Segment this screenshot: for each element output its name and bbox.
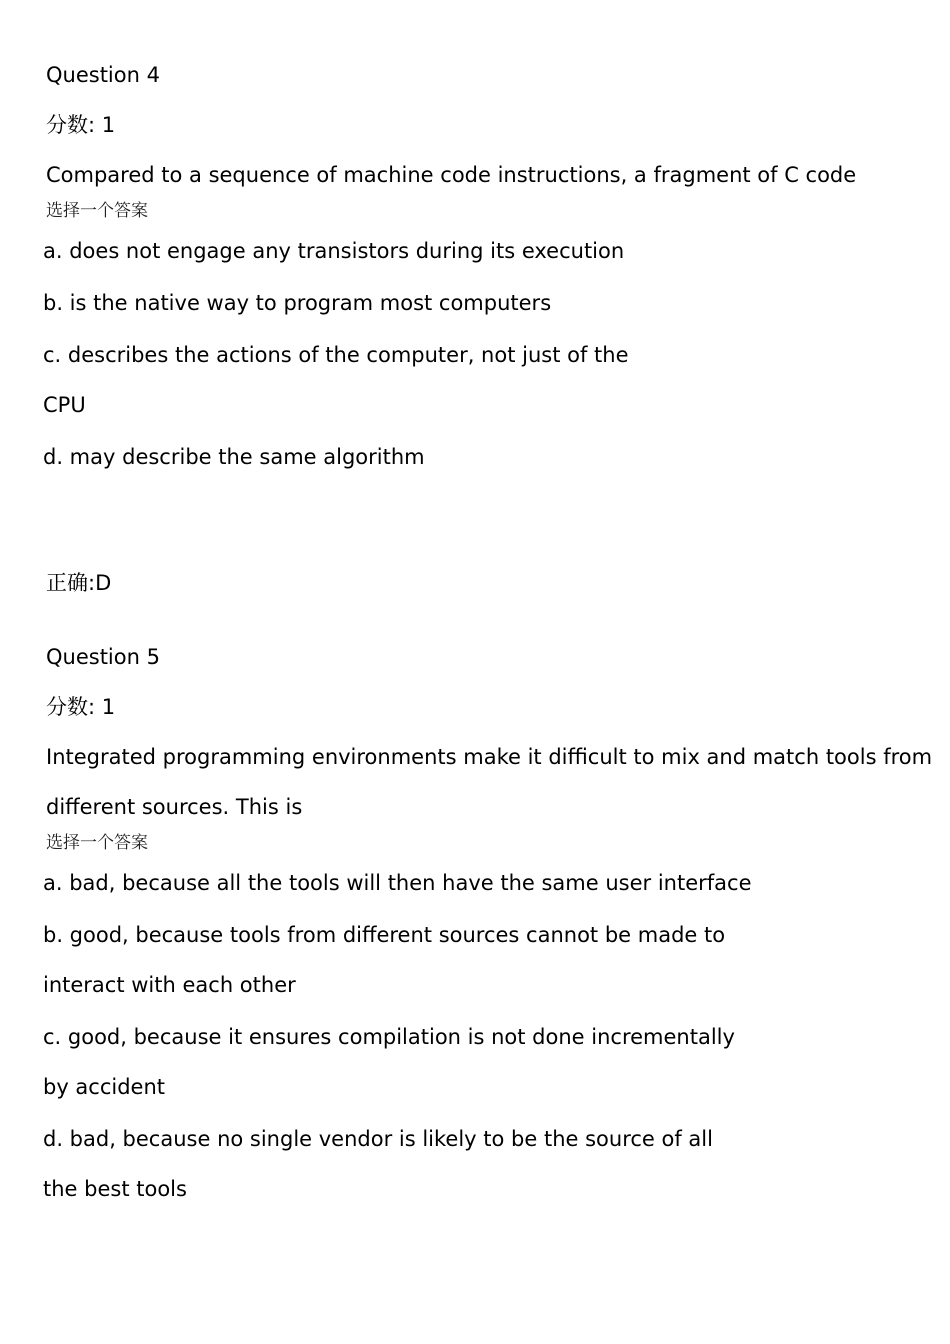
- question-4-prompt: Compared to a sequence of machine code instructions, a fragment of C code: [46, 163, 857, 187]
- question-4-option-b[interactable]: b. is the native way to program most computers: [43, 291, 552, 315]
- question-5-option-c-cont[interactable]: by accident: [43, 1075, 166, 1099]
- question-4-title: Question 4: [46, 63, 160, 87]
- question-4-option-c-cont[interactable]: CPU: [43, 393, 86, 417]
- question-4-answer: 正确:D: [46, 571, 112, 595]
- question-5-prompt-cont: different sources. This is: [46, 795, 303, 819]
- question-5-option-b-cont[interactable]: interact with each other: [43, 973, 296, 997]
- question-5-option-b[interactable]: b. good, because tools from different sources cannot be made to: [43, 923, 726, 947]
- question-4-select-hint: 选择一个答案: [46, 201, 148, 221]
- question-4-option-c[interactable]: c. describes the actions of the computer, not just of the: [43, 343, 629, 367]
- question-5-score: 分数: 1: [46, 695, 116, 719]
- question-5-option-d[interactable]: d. bad, because no single vendor is likely to be the source of all: [43, 1127, 713, 1151]
- question-5-select-hint: 选择一个答案: [46, 833, 148, 853]
- question-5-title: Question 5: [46, 645, 160, 669]
- question-4-option-d[interactable]: d. may describe the same algorithm: [43, 445, 425, 469]
- question-5-prompt: Integrated programming environments make it difficult to mix and match tools from: [46, 745, 933, 769]
- question-4-score: 分数: 1: [46, 113, 116, 137]
- question-5-option-c[interactable]: c. good, because it ensures compilation is not done incrementally: [43, 1025, 735, 1049]
- question-5-option-d-cont[interactable]: the best tools: [43, 1177, 187, 1201]
- question-5-option-a[interactable]: a. bad, because all the tools will then have the same user interface: [43, 871, 752, 895]
- question-4-option-a[interactable]: a. does not engage any transistors during its execution: [43, 239, 625, 263]
